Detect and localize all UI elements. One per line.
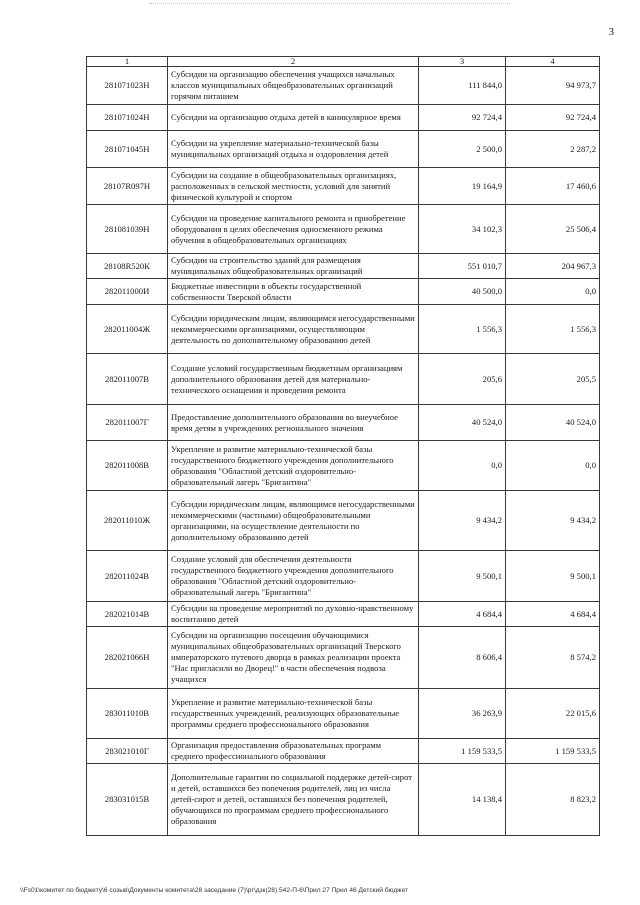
- column-header-3: 3: [419, 57, 506, 67]
- table-row: [87, 491, 600, 551]
- table-row: [87, 354, 600, 405]
- expense-description: Субсидии юридическим лицам, являющимся негосударственными некоммерческими (частными) общеобразовательными организациями, на осуществление деятельности по дополнительному образованию детей: [168, 491, 419, 551]
- amount-col4: 25 506,4: [506, 205, 600, 254]
- amount-col3: 1 159 533,5: [419, 739, 506, 764]
- budget-code: 282011008В: [87, 441, 168, 491]
- expense-description: Субсидии на организацию обеспечения учащихся начальных классов муниципальных общеобразовательных организаций горячим питанием: [168, 67, 419, 105]
- page-number: 3: [608, 26, 614, 38]
- budget-code: 282011007В: [87, 354, 168, 405]
- budget-code: 282021066Н: [87, 627, 168, 689]
- amount-col4: 8 823,2: [506, 764, 600, 836]
- amount-col3: 0,0: [419, 441, 506, 491]
- table-row: [87, 205, 600, 254]
- column-header-1: 1: [87, 57, 168, 67]
- table-row: [87, 627, 600, 689]
- table-row: [87, 441, 600, 491]
- expense-description: Предоставление дополнительного образования во внеучебное время детям в учреждениях регионального значения: [168, 405, 419, 441]
- amount-col3: 9 500,1: [419, 551, 506, 602]
- expense-description: Дополнительные гарантии по социальной поддержке детей-сирот и детей, оставшихся без попечения родителей, лиц из числа детей-сирот и детей, оставшихся без попечения родителей, обучающихся по программам среднего профессионального образования: [168, 764, 419, 836]
- amount-col3: 2 500,0: [419, 131, 506, 168]
- expense-description: Создание условий государственным бюджетным организациям дополнительного образования детей для материально-технического оснащения и проведения ремонта: [168, 354, 419, 405]
- table-row: [87, 279, 600, 305]
- amount-col4: 92 724,4: [506, 105, 600, 131]
- expense-description: Организация предоставления образовательных программ среднего профессионального образования: [168, 739, 419, 764]
- amount-col3: 19 164,9: [419, 168, 506, 205]
- amount-col3: 14 138,4: [419, 764, 506, 836]
- table-row: [87, 131, 600, 168]
- budget-code: 281071024Н: [87, 105, 168, 131]
- expense-description: Укрепление и развитие материально-технической базы государственного бюджетного учреждения дополнительного образования "Областной детский оздоровительно-образовательный лагерь "Бригантина": [168, 441, 419, 491]
- amount-col3: 551 010,7: [419, 254, 506, 279]
- expense-description: Субсидии на проведение мероприятий по духовно-нравственному воспитанию детей: [168, 602, 419, 627]
- expense-description: Субсидии на создание в общеобразовательных организациях, расположенных в сельской местности, условий для занятий физической культурой и спортом: [168, 168, 419, 205]
- scan-artifact: [150, 3, 510, 6]
- table-row: [87, 254, 600, 279]
- amount-col3: 1 556,3: [419, 305, 506, 354]
- table-row: [87, 739, 600, 764]
- amount-col3: 9 434,2: [419, 491, 506, 551]
- amount-col4: 0,0: [506, 441, 600, 491]
- budget-table: [86, 56, 600, 836]
- budget-code: 28107R097Н: [87, 168, 168, 205]
- amount-col4: 9 434,2: [506, 491, 600, 551]
- amount-col3: 40 524,0: [419, 405, 506, 441]
- budget-code: 283021010Г: [87, 739, 168, 764]
- expense-description: Субсидии на проведение капитального ремонта и приобретение оборудования в целях обеспечения односменного режима обучения в общеобразовательных организациях: [168, 205, 419, 254]
- amount-col3: 40 500,0: [419, 279, 506, 305]
- amount-col4: 1 556,3: [506, 305, 600, 354]
- table-row: [87, 105, 600, 131]
- amount-col4: 22 015,6: [506, 689, 600, 739]
- amount-col3: 36 263,9: [419, 689, 506, 739]
- amount-col4: 205,5: [506, 354, 600, 405]
- file-path-footer: \\Fs01\комитет по бюджету\6 созыв\Документы комитета\28 заседание (7)\рг\дзк(28) 542-П-6\Прил 27 Прил 46 Детский бюджет: [20, 887, 409, 894]
- amount-col4: 1 159 533,5: [506, 739, 600, 764]
- amount-col4: 40 524,0: [506, 405, 600, 441]
- amount-col4: 8 574,2: [506, 627, 600, 689]
- budget-code: 282011000И: [87, 279, 168, 305]
- column-header-4: 4: [506, 57, 600, 67]
- budget-code: 281081039Н: [87, 205, 168, 254]
- table-header-row: [87, 57, 600, 67]
- amount-col4: 2 287,2: [506, 131, 600, 168]
- expense-description: Субсидии на укрепление материально-технической базы муниципальных организаций отдыха и оздоровления детей: [168, 131, 419, 168]
- budget-code: 282011004Ж: [87, 305, 168, 354]
- budget-code: 281071045Н: [87, 131, 168, 168]
- column-header-2: 2: [168, 57, 419, 67]
- table-row: [87, 602, 600, 627]
- amount-col3: 34 102,3: [419, 205, 506, 254]
- amount-col4: 204 967,3: [506, 254, 600, 279]
- budget-code: 281071023Н: [87, 67, 168, 105]
- budget-code: 28108R520К: [87, 254, 168, 279]
- table-row: [87, 551, 600, 602]
- expense-description: Создание условий для обеспечения деятельности государственного бюджетного учреждения дополнительного образования "Областной детский оздоровительно-образовательный лагерь "Бригантина": [168, 551, 419, 602]
- table-row: [87, 305, 600, 354]
- amount-col4: 0,0: [506, 279, 600, 305]
- budget-code: 282011010Ж: [87, 491, 168, 551]
- amount-col4: 9 500,1: [506, 551, 600, 602]
- expense-description: Субсидии на организацию посещения обучающимися муниципальных общеобразовательных организаций Тверского императорского путевого дворца в рамках реализации проекта "Нас пригласили во Дворец!" в части обеспечения подвоза учащихся: [168, 627, 419, 689]
- amount-col4: 17 460,6: [506, 168, 600, 205]
- table-row: [87, 405, 600, 441]
- budget-code: 283031015В: [87, 764, 168, 836]
- amount-col3: 205,6: [419, 354, 506, 405]
- budget-code: 282021014В: [87, 602, 168, 627]
- amount-col3: 8 606,4: [419, 627, 506, 689]
- expense-description: Субсидии на организацию отдыха детей в каникулярное время: [168, 105, 419, 131]
- budget-code: 282011007Г: [87, 405, 168, 441]
- expense-description: Субсидии юридическим лицам, являющимся негосударственными некоммерческими организациями, осуществляющим деятельность по дополнительному образованию детей: [168, 305, 419, 354]
- table-row: [87, 168, 600, 205]
- budget-code: 283011010В: [87, 689, 168, 739]
- amount-col4: 94 973,7: [506, 67, 600, 105]
- table-row: [87, 764, 600, 836]
- table-row: [87, 689, 600, 739]
- expense-description: Субсидии на строительство зданий для размещения муниципальных общеобразовательных организаций: [168, 254, 419, 279]
- table-row: [87, 67, 600, 105]
- amount-col3: 4 684,4: [419, 602, 506, 627]
- amount-col3: 92 724,4: [419, 105, 506, 131]
- amount-col3: 111 844,0: [419, 67, 506, 105]
- expense-description: Укрепление и развитие материально-технической базы государственных учреждений, реализующих образовательные программы среднего профессионального образования: [168, 689, 419, 739]
- expense-description: Бюджетные инвестиции в объекты государственной собственности Тверской области: [168, 279, 419, 305]
- budget-code: 282011024В: [87, 551, 168, 602]
- amount-col4: 4 684,4: [506, 602, 600, 627]
